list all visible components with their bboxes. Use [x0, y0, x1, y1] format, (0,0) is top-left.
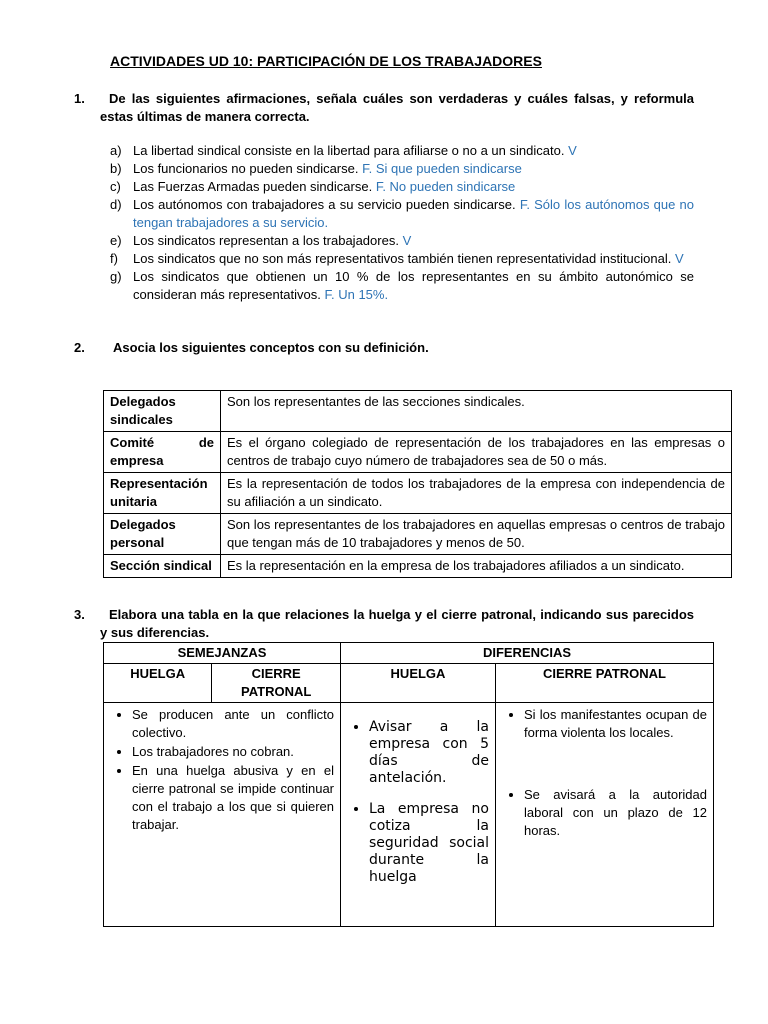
table-row — [104, 514, 732, 555]
comparison-table — [103, 642, 714, 927]
list-item: • Se producen ante un conflicto colectivo. — [132, 706, 334, 742]
question-2-number: 2. — [74, 340, 85, 355]
concept-cell: Comité de empresa — [104, 432, 221, 473]
list-item: e) Los sindicatos representan a los trabajadores. V — [110, 233, 412, 248]
list-item: f) Los sindicatos que no son más representativos también tienen representatividad institucional. V — [110, 251, 684, 266]
table-row — [104, 391, 732, 432]
header-differences: DIFERENCIAS — [341, 643, 714, 664]
table-row — [104, 643, 714, 664]
list-item: • Avisar a la empresa con 5 días de antelación. — [369, 719, 489, 787]
question-3-text: Elabora una tabla en la que relaciones la huelga y el cierre patronal, indicando sus parecidos y sus diferencias. — [100, 607, 694, 640]
definition-cell: Son los representantes de los trabajadores en aquellas empresas o centros de trabajo que tengan más de 10 trabajadores y menos de 50. — [221, 514, 732, 555]
cierre-differences-cell — [496, 703, 714, 927]
table-row — [104, 555, 732, 578]
question-1-number: 1. — [74, 91, 85, 106]
concepts-table — [103, 390, 732, 578]
table-row — [104, 473, 732, 514]
question-3 — [74, 606, 694, 642]
sub-header-huelga-diff: HUELGA — [341, 664, 496, 703]
concept-cell: Delegados sindicales — [104, 391, 221, 432]
answer: F. Sólo los autónomos que no tengan trabajadores a su servicio. — [133, 197, 694, 230]
list-item: a) La libertad sindical consiste en la libertad para afiliarse o no a un sindicato. V — [110, 143, 577, 158]
question-2 — [74, 339, 694, 357]
answer: F. Si que pueden sindicarse — [362, 161, 522, 176]
answer: V — [568, 143, 577, 158]
header-similarities: SEMEJANZAS — [104, 643, 341, 664]
list-item: b) Los funcionarios no pueden sindicarse. F. Si que pueden sindicarse — [110, 161, 522, 176]
list-item: • En una huelga abusiva y en el cierre patronal se impide continuar con el trabajo a los que si quieren trabajar. — [132, 762, 334, 834]
concept-cell: Sección sindical — [104, 555, 221, 578]
list-item: • La empresa no cotiza la seguridad social durante la huelga — [369, 801, 489, 886]
sub-header-huelga: HUELGA — [104, 664, 212, 703]
list-item: g) Los sindicatos que obtienen un 10 % de los representantes en su ámbito autonómico se consideran más representativos. F. Un 15%. — [110, 269, 694, 302]
definition-cell: Es la representación en la empresa de los trabajadores afiliados a un sindicato. — [221, 555, 732, 578]
question-1-text: De las siguientes afirmaciones, señala cuáles son verdaderas y cuáles falsas, y reformula estas últimas de manera correcta. — [100, 91, 694, 124]
answer: F. Un 15%. — [324, 287, 389, 302]
answer: F. No pueden sindicarse — [375, 179, 516, 194]
question-2-text: Asocia los siguientes conceptos con su definición. — [113, 340, 429, 355]
question-1 — [74, 90, 694, 126]
list-item: • Si los manifestantes ocupan de forma violenta los locales. — [524, 706, 707, 742]
list-item: d) Los autónomos con trabajadores a su servicio pueden sindicarse. F. Sólo los autónomos que no tengan trabajadores a su servicio. — [110, 197, 694, 230]
definition-cell: Es la representación de todos los trabajadores de la empresa con independencia de su afiliación a un sindicato. — [221, 473, 732, 514]
definition-cell: Son los representantes de las secciones sindicales. — [221, 391, 732, 432]
answer: V — [402, 233, 412, 248]
list-item: c) Las Fuerzas Armadas pueden sindicarse. F. No pueden sindicarse — [110, 179, 516, 194]
sub-header-cierre: CIERRE PATRONAL — [212, 664, 341, 703]
statement-list — [110, 142, 694, 304]
answer: V — [675, 251, 684, 266]
question-3-number: 3. — [74, 607, 85, 622]
table-row — [104, 432, 732, 473]
similarities-cell — [104, 703, 341, 927]
list-item: • Los trabajadores no cobran. — [132, 743, 334, 761]
table-row — [104, 664, 714, 703]
concept-cell: Representación unitaria — [104, 473, 221, 514]
definition-cell: Es el órgano colegiado de representación de los trabajadores en las empresas o centros de trabajo cuyo número de trabajadores sea de 50 o más. — [221, 432, 732, 473]
table-row — [104, 703, 714, 927]
sub-header-cierre-diff: CIERRE PATRONAL — [496, 664, 714, 703]
list-item: • Se avisará a la autoridad laboral con un plazo de 12 horas. — [524, 786, 707, 840]
huelga-differences-cell — [341, 703, 496, 927]
concept-cell: Delegados personal — [104, 514, 221, 555]
document-title: ACTIVIDADES UD 10: PARTICIPACIÓN DE LOS TRABAJADORES — [110, 53, 542, 69]
